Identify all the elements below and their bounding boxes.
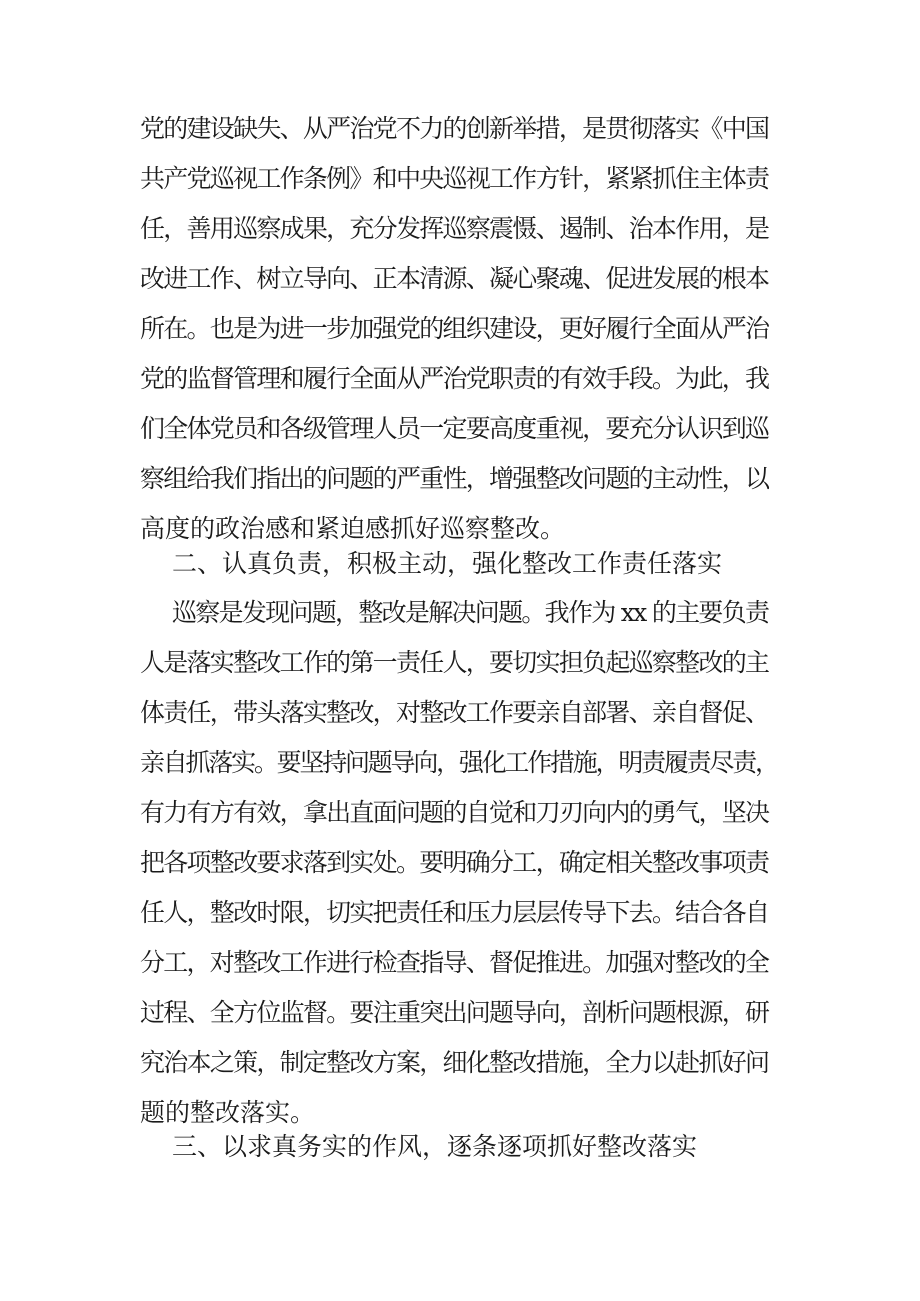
text-line: 究治本之策，制定整改方案，细化整改措施，全力以赴抓好问 <box>140 1048 769 1077</box>
text-line: 党的监督管理和履行全面从严治党职责的有效手段。为此，我 <box>140 364 769 393</box>
text-line: 们全体党员和各级管理人员一定要高度重视，要充分认识到巡 <box>140 414 769 443</box>
text-line: 任人，整改时限，切实把责任和压力层层传导下去。结合各自 <box>140 898 769 927</box>
text-line: 人是落实整改工作的第一责任人，要切实担负起巡察整改的主 <box>140 648 769 677</box>
text-line: 有力有方有效，拿出直面问题的自觉和刀刃向内的勇气，坚决 <box>140 798 769 827</box>
text-line: 共产党巡视工作条例》和中央巡视工作方针，紧紧抓住主体责 <box>140 164 769 193</box>
text-line: 体责任，带头落实整改，对整改工作要亲自部署、亲自督促、 <box>140 698 769 727</box>
text-line: 巡察是发现问题，整改是解决问题。我作为 xx 的主要负责 <box>172 598 769 627</box>
text-line: 分工，对整改工作进行检查指导、督促推进。加强对整改的全 <box>140 948 769 977</box>
text-line: 所在。也是为进一步加强党的组织建设，更好履行全面从严治 <box>140 314 769 343</box>
text-line: 察组给我们指出的问题的严重性，增强整改问题的主动性，以 <box>140 464 769 493</box>
text-line: 任，善用巡察成果，充分发挥巡察震慑、遏制、治本作用，是 <box>140 214 769 243</box>
text-line: 过程、全方位监督。要注重突出问题导向，剖析问题根源，研 <box>140 998 769 1027</box>
text-line: 高度的政治感和紧迫感抓好巡察整改。 <box>140 514 566 543</box>
text-line: 亲自抓落实。要坚持问题导向，强化工作措施，明责履责尽责， <box>140 748 778 777</box>
text-line: 把各项整改要求落到实处。要明确分工，确定相关整改事项责 <box>140 848 769 877</box>
text-line: 党的建设缺失、从严治党不力的创新举措，是贯彻落实《中国 <box>140 114 769 143</box>
section-heading-2: 二、认真负责，积极主动，强化整改工作责任落实 <box>172 549 723 578</box>
section-heading-3: 三、以求真务实的作风，逐条逐项抓好整改落实 <box>172 1132 698 1161</box>
text-line: 题的整改落实。 <box>140 1098 316 1127</box>
text-line: 改进工作、树立导向、正本清源、凝心聚魂、促进发展的根本 <box>140 264 769 293</box>
